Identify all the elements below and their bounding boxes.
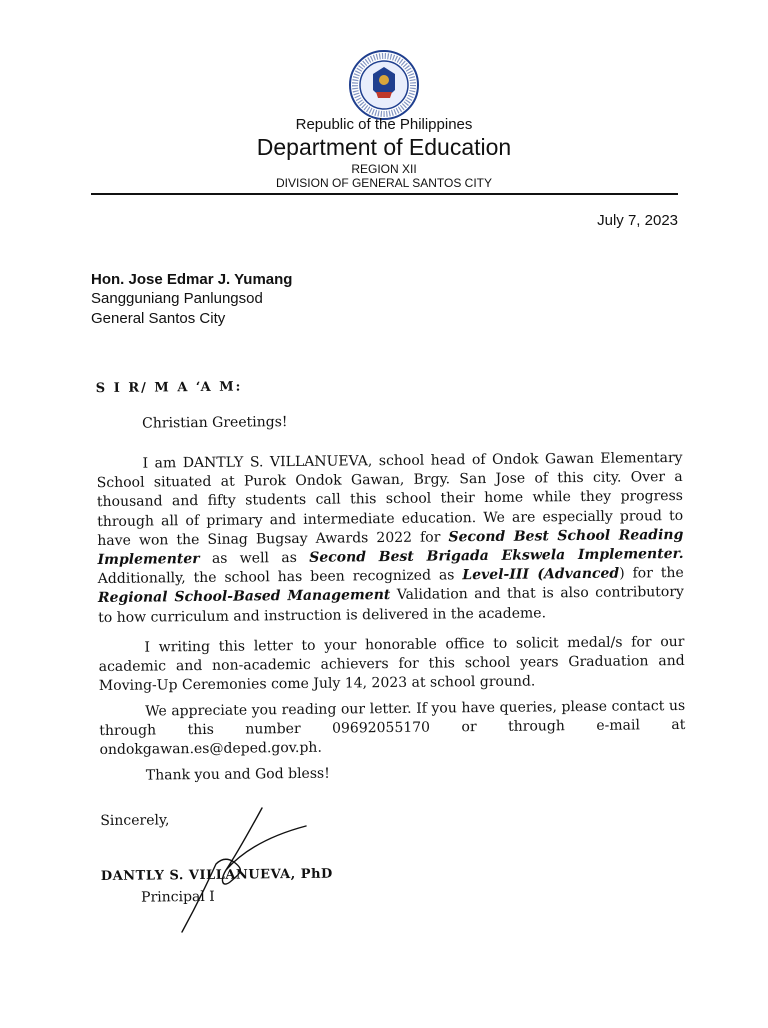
p1-text-c: as well as [199,549,310,568]
p1-text-a: I am DANTLY S. VILLANUEVA, school head of Ondok Gawan Elementary School situated at Purok Ondok Gawan, Brgy. San Jose of this city. Over a thousand and fifty students call this school their home while they progress through all of primary and intermediate education. We are especially proud to have won the Sinag Bugsay Awards 2022 for [96,449,684,549]
division-heading: DIVISION OF GENERAL SANTOS CITY [275,176,493,190]
thanks-line: Thank you and God bless! [145,765,330,784]
award-brigada-eskwela: Second Best Brigada Ekswela Implementer. [309,545,684,566]
paragraph-introduction [96,449,684,628]
recipient-name: Hon. Jose Edmar J. Yumang [91,271,293,288]
paragraph-contact: We appreciate you reading our letter. If you have queries, please contact us through this number 09692055170 or through e-mail at ondokgawan.es@deped.gov.ph. [99,697,686,759]
region-heading: REGION XII [351,162,417,176]
award-reading-implementer: Second Best School Reading Implementer [97,526,684,569]
handwritten-signature [170,800,320,940]
letter-date: July 7, 2023 [597,212,678,229]
p1-text-d: Additionally, the school has been recognized as [97,567,463,588]
level-iii-advanced: Level-III (Advanced [462,565,620,584]
greeting: Christian Greetings! [142,414,288,432]
p1-text-f: Validation and that is also contributory to how curriculum and instruction is delivered in the academe. [98,584,685,626]
salutation: S I R/ M A ‘A M: [95,379,243,397]
recipient-city: General Santos City [91,310,226,327]
p1-text-e: ) for the [619,565,684,582]
recipient-office: Sangguniang Panlungsod [91,290,263,307]
republic-heading: Republic of the Philippines [295,116,473,133]
signatory-name: DANTLY S. VILLANUEVA, PhD [100,866,333,885]
regional-sbm: Regional School-Based Management [97,587,391,607]
signatory-title: Principal I [141,888,215,906]
paragraph-request: I writing this letter to your honorable office to solicit medal/s for our academic and non-academic achievers for this school years Graduation and Moving-Up Ceremonies come July 14, 2023 at school ground. [98,633,685,695]
department-heading: Department of Education [256,134,512,160]
complimentary-close: Sincerely, [100,812,170,830]
